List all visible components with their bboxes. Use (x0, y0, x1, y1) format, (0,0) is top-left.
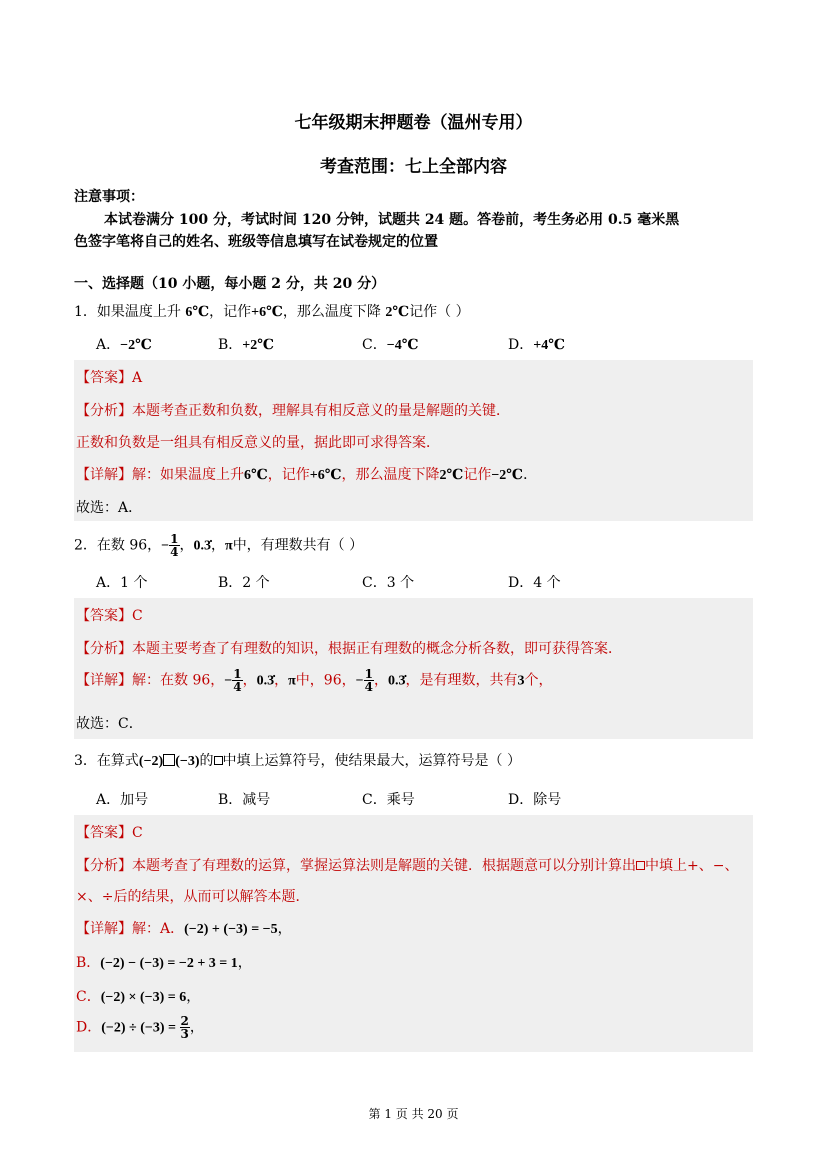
question-2-analysis: 【分析】本题主要考查了有理数的知识，根据正有理数的概念分析各数，即可获得答案． (76, 641, 622, 657)
question-2-option-d: D．4 个 (508, 575, 561, 591)
question-2-option-b: B．2 个 (218, 575, 270, 591)
stem-text: ，记作 (209, 304, 252, 320)
math-expr: 6℃ (185, 305, 210, 320)
question-3-analysis-2: ×、÷后的结果，从而可以解答本题． (76, 889, 310, 905)
question-1-option-d: D．+4℃ (508, 337, 565, 353)
question-1-option-b: B．+2℃ (218, 337, 275, 353)
question-3-detail-a: 【详解】解：A．(−2) + (−3) = −5， (76, 921, 292, 937)
page-footer: 第 1 页 共 20 页 (368, 1107, 459, 1121)
fraction: $\frac{1}{4}$ (170, 532, 179, 559)
notice-line-1: 本试卷满分 100 分，考试时间 120 分钟，试题共 24 题。答卷前，考生务必用 0.5 毫米黑 (104, 212, 680, 228)
question-1-choice: 故选：A． (76, 500, 143, 516)
question-3-detail-d: D．(−2) ÷ (−3) = $\frac{2}{3}$ ， (76, 1014, 204, 1041)
notice-line-2: 色签字笔将自己的姓名、班级等信息填写在试卷规定的位置 (74, 234, 438, 250)
fraction: $\frac{1}{4}$ (364, 667, 373, 694)
section-heading: 一、选择题（10 小题，每小题 2 分，共 20 分） (74, 276, 386, 292)
math-expr: +6℃ (251, 305, 283, 320)
question-2-option-c: C．3 个 (362, 575, 415, 591)
question-1-option-a: A．−2℃ (96, 337, 152, 353)
fraction: $\frac{2}{3}$ (180, 1014, 189, 1041)
question-3-option-c: C．乘号 (362, 792, 415, 808)
question-1-answer: 【答案】A (76, 370, 143, 386)
question-2-answer: 【答案】C (76, 608, 143, 624)
question-1-analysis-2: 正数和负数是一组具有相反意义的量，据此即可求得答案． (76, 435, 440, 451)
question-2-choice: 故选：C． (76, 716, 143, 732)
stem-text: 1．如果温度上升 (74, 304, 186, 320)
question-3-detail-c: C．(−2) × (−3) = 6， (76, 989, 201, 1005)
question-1-option-c: C．−4℃ (362, 337, 419, 353)
page-title: 七年级期末押题卷（温州专用） (294, 113, 533, 133)
stem-text: 记作（ ） (409, 304, 470, 320)
blank-box-icon (214, 756, 223, 765)
blank-box-icon (163, 754, 175, 766)
question-2-option-a: A．1 个 (96, 575, 148, 591)
question-3-option-b: B．减号 (218, 792, 271, 808)
question-2-stem: 2．在数 96，− $\frac{1}{4}$ ，0.3̇，π中，有理数共有（ ） (74, 532, 364, 559)
question-3-detail-b: B．(−2) − (−3) = −2 + 3 = 1， (76, 955, 252, 971)
fraction: $\frac{1}{4}$ (233, 667, 242, 694)
question-3-analysis: 【分析】本题考查了有理数的运算，掌握运算法则是解题的关键．根据题意可以分别计算出 中填上+、−、 (76, 858, 739, 874)
stem-text: ，那么温度下降 (282, 304, 386, 320)
question-1-analysis: 【分析】本题考查正数和负数，理解具有相反意义的量是解题的关键． (76, 403, 510, 419)
math-expr: 2℃ (385, 305, 410, 320)
question-1-stem (74, 301, 470, 321)
question-3-option-a: A．加号 (96, 792, 149, 808)
page-subtitle: 考查范围：七上全部内容 (320, 157, 507, 177)
question-3-option-d: D．除号 (508, 792, 562, 808)
question-3-stem: 3．在算式(−2) (−3)的 中填上运算符号，使结果最大，运算符号是（ ） (74, 753, 521, 769)
blank-box-icon (636, 861, 645, 870)
question-3-answer: 【答案】C (76, 825, 143, 841)
question-2-detail: 【详解】解：在数 96，− $\frac{1}{4}$ ，0.3̇，π中，96，− $\frac{1}{4}$ ，0.3̇，是有理数，共有3个， (76, 667, 553, 694)
notice-heading: 注意事项： (74, 189, 144, 205)
question-1-detail: 【详解】解：如果温度上升6℃，记作+6℃，那么温度下降2℃记作−2℃． (76, 467, 538, 483)
